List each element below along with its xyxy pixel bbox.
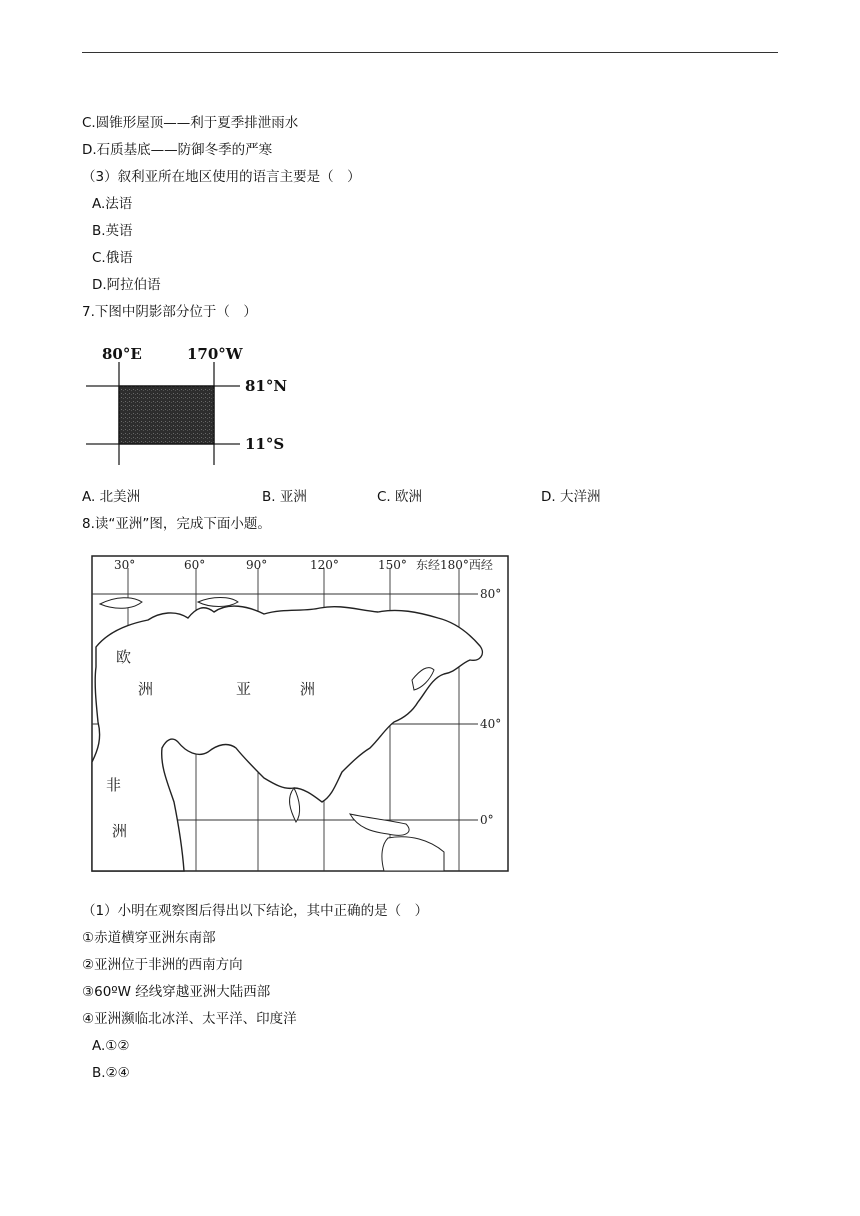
label-lon-right: 170°W xyxy=(187,345,243,363)
q8-sub1-stem: （1）小明在观察图后得出以下结论，其中正确的是（ ） xyxy=(82,903,429,919)
q6-option-c[interactable]: C.圆锥形屋顶——利于夏季排泄雨水 xyxy=(82,115,299,131)
label-asia-1: 亚 xyxy=(236,680,252,698)
q6-sub3-stem: （3）叙利亚所在地区使用的语言主要是（ ） xyxy=(82,169,361,185)
lat-label-40: 40° xyxy=(480,717,502,731)
lon-label-120: 120° xyxy=(310,558,339,572)
lat-label-80: 80° xyxy=(480,587,502,601)
q6-option-d[interactable]: D.石质基底——防御冬季的严寒 xyxy=(82,142,273,158)
q6-sub3-option-a[interactable]: A.法语 xyxy=(92,196,133,212)
q6-sub3-option-b[interactable]: B.英语 xyxy=(92,223,133,239)
label-asia-2: 洲 xyxy=(300,680,316,698)
q7-option-d[interactable]: D. 大洋洲 xyxy=(541,489,601,505)
label-europe-2: 洲 xyxy=(138,680,154,698)
q7-option-c[interactable]: C. 欧洲 xyxy=(377,489,423,505)
header-rule xyxy=(82,52,778,53)
lat-label-0: 0° xyxy=(480,813,494,827)
lon-label-60: 60° xyxy=(184,558,206,572)
asia-map xyxy=(88,552,513,874)
q8-statement-3: ③60ºW 经线穿越亚洲大陆西部 xyxy=(82,984,271,1000)
q6-sub3-option-d[interactable]: D.阿拉伯语 xyxy=(92,277,161,293)
label-europe-1: 欧 xyxy=(116,648,132,666)
lon-label-30: 30° xyxy=(114,558,136,572)
label-africa-1: 非 xyxy=(106,776,122,794)
q8-statement-2: ②亚洲位于非洲的西南方向 xyxy=(82,957,243,973)
label-lat-bottom: 11°S xyxy=(245,435,285,453)
label-africa-2: 洲 xyxy=(112,822,128,840)
q7-option-b[interactable]: B. 亚洲 xyxy=(262,489,307,505)
shaded-region xyxy=(119,386,214,444)
lon-label-150: 150° xyxy=(378,558,407,572)
q8-statement-4: ④亚洲濒临北冰洋、太平洋、印度洋 xyxy=(82,1011,297,1027)
q6-sub3-option-c[interactable]: C.俄语 xyxy=(92,250,133,266)
q8-sub1-option-b[interactable]: B.②④ xyxy=(92,1065,130,1081)
q7-stem: 7.下图中阴影部分位于（ ） xyxy=(82,304,257,320)
lon-label-90: 90° xyxy=(246,558,268,572)
q8-statement-1: ①赤道横穿亚洲东南部 xyxy=(82,930,216,946)
q7-grid-figure xyxy=(80,340,295,465)
label-lon-left: 80°E xyxy=(102,345,142,363)
q8-stem: 8.读“亚洲”图，完成下面小题。 xyxy=(82,516,271,532)
q8-sub1-option-a[interactable]: A.①② xyxy=(92,1038,130,1054)
q7-option-a[interactable]: A. 北美洲 xyxy=(82,489,141,505)
label-lat-top: 81°N xyxy=(245,377,288,395)
lon-label-180: 东经180°西经 xyxy=(416,558,493,572)
